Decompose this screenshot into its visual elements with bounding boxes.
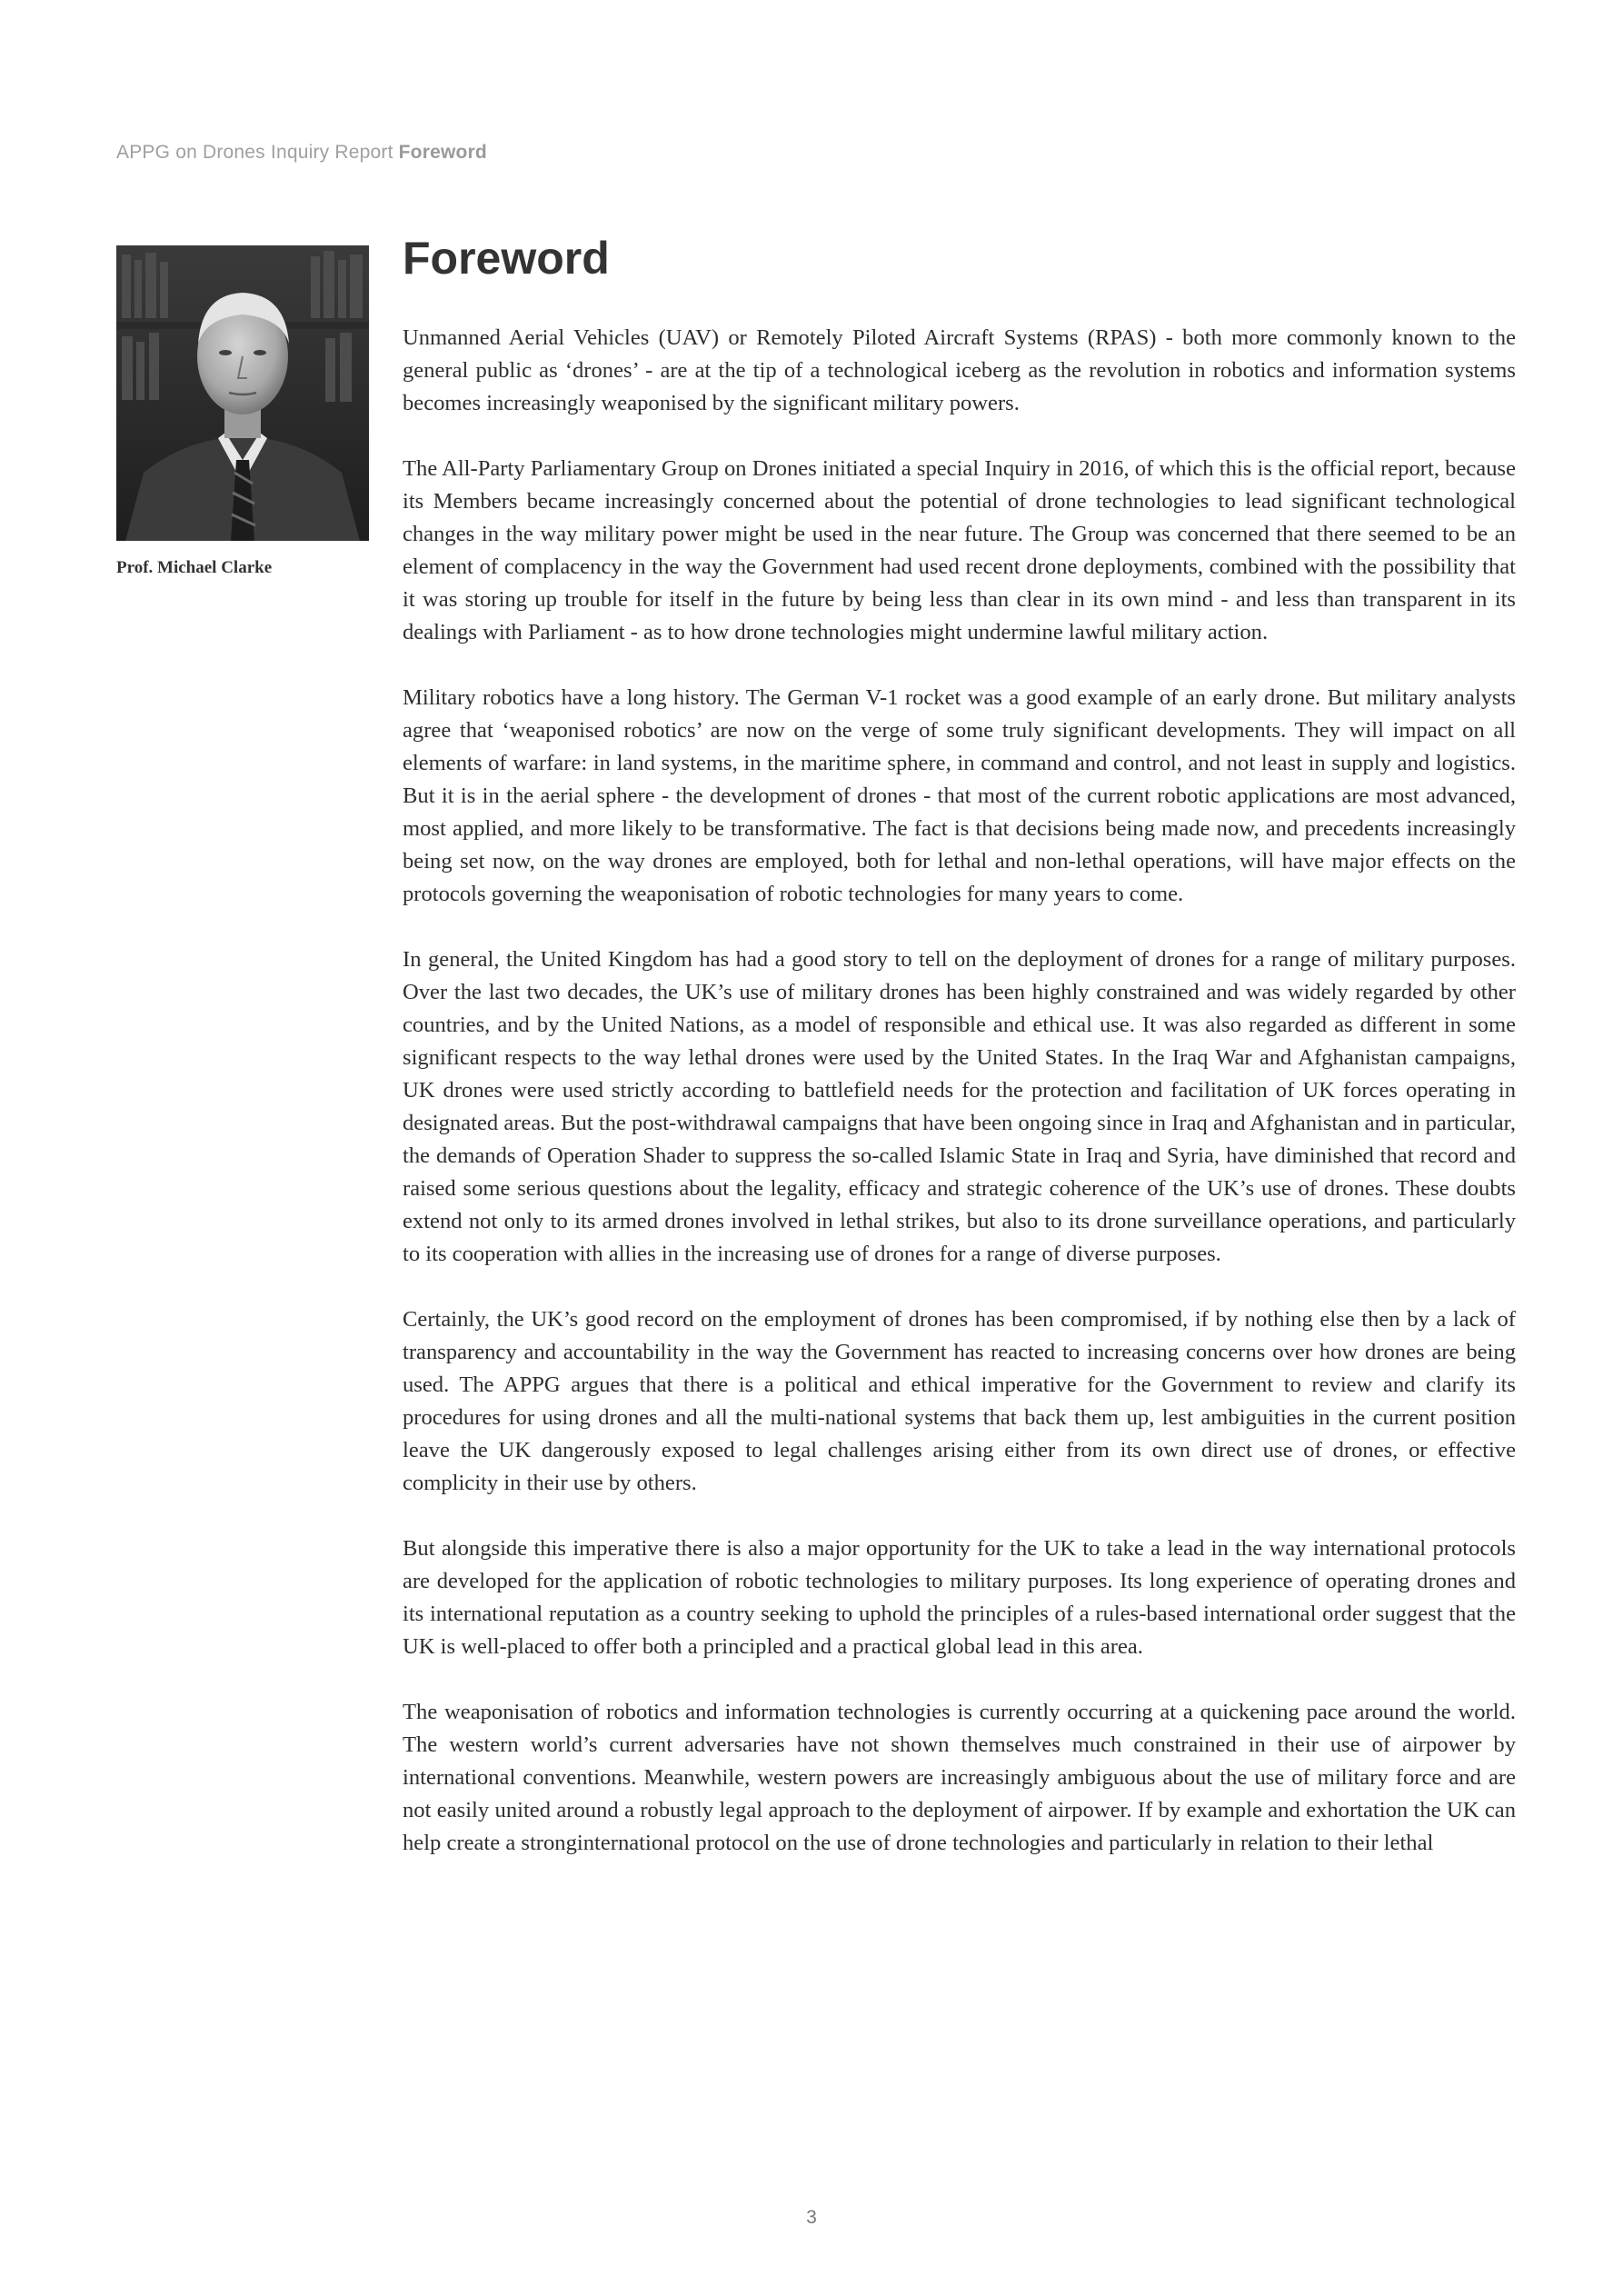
paragraph-1: Unmanned Aerial Vehicles (UAV) or Remotely Piloted Aircraft Systems (RPAS) - both more commonly known to the general public as ‘drones’ - are at the tip of a technological iceberg as the revolution in robotics and information systems becomes increasingly weaponised by the significant military powers.	[403, 325, 1516, 415]
paragraph-2: The All-Party Parliamentary Group on Drones initiated a special Inquiry in 2016, of which this is the official report, because its Members became increasingly concerned about the potential of drone technologies to lead significant technological changes in the way military power might be used in the near future. The Group was concerned that there seemed to be an element of complacency in the way the Government had used recent drone deployments, combined with the possibility that it was storing up trouble for itself in the future by being less than clear in its own mind - and less than transparent in its dealings with Parliament - as to how drone technologies might undermine lawful military action.	[403, 456, 1516, 644]
foreword-content	[403, 227, 1516, 1892]
portrait-caption: Prof. Michael Clarke	[116, 558, 273, 577]
page-number: 3	[806, 2207, 817, 2228]
paragraph-4: In general, the United Kingdom has had a good story to tell on the deployment of drones for a range of military purposes. Over the last two decades, the UK’s use of military drones has been highly constrained and was widely regarded by other countries, and by the United Nations, as a model of responsible and ethical use. It was also regarded as different in some significant respects to the way lethal drones were used by the United States. In the Iraq War and Afghanistan campaigns, UK drones were used strictly according to battlefield needs for the protection and facilitation of UK forces operating in designated areas. But the post-withdrawal campaigns that have been ongoing since in Iraq and Afghanistan and in particular, the demands of Operation Shader to suppress the so-called Islamic State in Iraq and Syria, have diminished that record and raised some serious questions about the legality, efficacy and strategic coherence of the UK’s use of drones. These doubts extend not only to its armed drones involved in lethal strikes, but also to its drone surveillance operations, and particularly to its cooperation with allies in the increasing use of drones for a range of diverse purposes.	[403, 947, 1516, 1266]
paragraph-5: Certainly, the UK’s good record on the employment of drones has been compromised, if by nothing else then by a lack of transparency and accountability in the way the Government has reacted to increasing concerns over how drones are being used. The APPG argues that there is a political and ethical imperative for the Government to review and clarify its procedures for using drones and all the multi-national systems that back them up, lest ambiguities in the current position leave the UK dangerously exposed to legal challenges arising either from its own direct use of drones, or effective complicity in their use by others.	[403, 1307, 1516, 1495]
running-header-title: APPG on Drones Inquiry Report	[116, 142, 393, 163]
author-portrait	[116, 245, 369, 541]
paragraph-6: But alongside this imperative there is also a major opportunity for the UK to take a lead in the way international protocols are developed for the application of robotic technologies to military purposes. Its long experience of operating drones and its international reputation as a country seeking to uphold the principles of a rules-based international order suggest that the UK is well-placed to offer both a principled and a practical global lead in this area.	[403, 1536, 1516, 1659]
paragraph-7: The weaponisation of robotics and information technologies is currently occurring at a quickening pace around the world. The western world’s current adversaries have not shown themselves much constrained in their use of airpower by international conventions. Meanwhile, western powers are increasingly ambiguous about the use of military force and are not easily united around a robustly legal approach to the deployment of airpower. If by example and exhortation the UK can help create a stronginternational protocol on the use of drone technologies and particularly in relation to their lethal	[403, 1700, 1516, 1855]
running-header	[116, 142, 487, 164]
page-title: Foreword	[403, 233, 610, 284]
paragraph-3: Military robotics have a long history. The German V-1 rocket was a good example of an early drone. But military analysts agree that ‘weaponised robotics’ are now on the verge of some truly significant developments. They will impact on all elements of warfare: in land systems, in the maritime sphere, in command and control, and not least in supply and logistics. But it is in the aerial sphere - the development of drones - that most of the current robotic applications are most advanced, most applied, and more likely to be transformative. The fact is that decisions being made now, and precedents increasingly being set now, on the way drones are employed, both for lethal and non-lethal operations, will have major effects on the protocols governing the weaponisation of robotic technologies for many years to come.	[403, 685, 1516, 906]
running-header-section: Foreword	[398, 142, 487, 163]
author-portrait-image	[116, 245, 369, 541]
